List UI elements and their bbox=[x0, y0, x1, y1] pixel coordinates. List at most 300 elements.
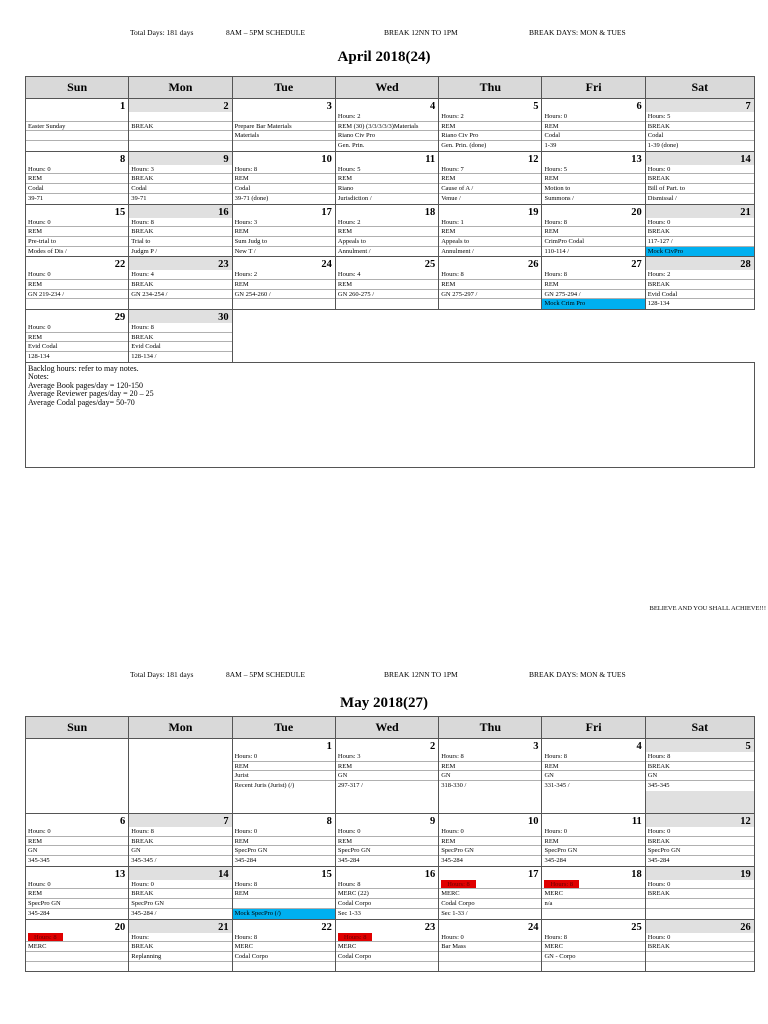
break-time: BREAK 12NN TO 1PM bbox=[384, 670, 458, 679]
task-entry: REM bbox=[26, 837, 128, 847]
task-entry: Evid Codal bbox=[646, 290, 754, 300]
hours-entry: Hours: 8 bbox=[129, 218, 231, 228]
day-cell-1 bbox=[232, 739, 335, 814]
day-cell-5 bbox=[439, 99, 542, 152]
note-line: Average Codal pages/day= 50-70 bbox=[28, 397, 135, 407]
task-entry: Bill of Part. to bbox=[646, 184, 754, 194]
day-number: 6 bbox=[120, 816, 126, 827]
day-number: 1 bbox=[326, 741, 332, 752]
task-entry: MERC bbox=[542, 889, 644, 899]
day-cell-24 bbox=[439, 919, 542, 972]
day-cell-27 bbox=[542, 257, 645, 310]
blank-day-cell bbox=[129, 739, 232, 814]
task-entry: BREAK bbox=[646, 837, 754, 847]
break-time: BREAK 12NN TO 1PM bbox=[384, 28, 458, 37]
task-entry: SpecPro GN bbox=[439, 846, 541, 856]
hours-entry: Hours: 0 bbox=[26, 323, 128, 333]
task-entry: 345-284 bbox=[646, 856, 754, 866]
task-entry: Motion to bbox=[542, 184, 644, 194]
hours-entry bbox=[129, 112, 231, 122]
day-cell-17 bbox=[439, 866, 542, 919]
task-entry: Mock Crim Pro bbox=[542, 299, 644, 309]
task-entry: Jurisdiction / bbox=[336, 194, 438, 204]
note-line: Backlog hours: refer to may notes. bbox=[28, 363, 139, 373]
day-number: 28 bbox=[740, 259, 751, 271]
task-entry: GN bbox=[439, 771, 541, 781]
task-entry: REM bbox=[542, 174, 644, 184]
task-entry bbox=[26, 131, 128, 141]
task-entry: Riano Civ Pro bbox=[336, 131, 438, 141]
hours-entry: Hours: 0 bbox=[26, 270, 128, 280]
task-entry: REM bbox=[439, 227, 541, 237]
hours-entry: Hours: 3 bbox=[336, 752, 438, 762]
task-entry: Codal bbox=[542, 131, 644, 141]
task-entry bbox=[233, 299, 335, 309]
task-entry: 117-127 / bbox=[646, 237, 754, 247]
schedule: 8AM – 5PM SCHEDULE bbox=[226, 28, 305, 37]
day-cell-18 bbox=[335, 204, 438, 257]
day-number: 25 bbox=[424, 259, 436, 271]
day-cell-14 bbox=[645, 151, 754, 204]
hours-entry: Hours: 0 bbox=[646, 880, 754, 890]
task-entry: Prepare Bar Materials bbox=[233, 122, 335, 132]
hours-entry: Hours: 8 bbox=[233, 933, 335, 943]
empty-cell bbox=[645, 310, 754, 363]
task-entry: REM bbox=[26, 174, 128, 184]
day-number: 12 bbox=[527, 153, 539, 165]
task-entry: SpecPro GN bbox=[542, 846, 644, 856]
week-row bbox=[26, 151, 755, 204]
hours-entry: Hours: 8 bbox=[439, 752, 541, 762]
blank-day-cell bbox=[26, 739, 129, 814]
task-entry bbox=[26, 141, 128, 151]
hours-flag: Hours: 8 bbox=[338, 933, 373, 943]
day-cell-16 bbox=[129, 204, 232, 257]
day-cell-8 bbox=[26, 151, 129, 204]
task-entry: 1-39 (done) bbox=[646, 141, 754, 151]
day-cell-2 bbox=[129, 99, 232, 152]
day-cell-19 bbox=[439, 204, 542, 257]
task-entry: BREAK bbox=[646, 762, 754, 772]
task-entry: MERC bbox=[542, 942, 644, 952]
hours-entry: Hours: 0 bbox=[439, 933, 541, 943]
task-entry: 345-284 bbox=[336, 856, 438, 866]
task-entry: REM bbox=[26, 333, 128, 343]
empty-cell bbox=[542, 310, 645, 363]
task-entry: GN bbox=[336, 771, 438, 781]
task-entry: GN 254-260 / bbox=[233, 290, 335, 300]
day-cell-21 bbox=[645, 204, 754, 257]
day-number: 23 bbox=[218, 259, 229, 271]
day-cell-23 bbox=[335, 919, 438, 972]
task-entry: 110-114 / bbox=[542, 247, 644, 257]
day-cell-26 bbox=[439, 257, 542, 310]
task-entry: SpecPro GN bbox=[26, 899, 128, 909]
task-entry bbox=[129, 299, 231, 309]
day-cell-23 bbox=[129, 257, 232, 310]
task-entry bbox=[542, 909, 644, 919]
hours-entry: Hours: 0 bbox=[646, 165, 754, 175]
day-header-sat: Sat bbox=[645, 77, 754, 99]
hours-entry: Hours: 0 bbox=[26, 880, 128, 890]
task-entry: BREAK bbox=[129, 889, 231, 899]
task-entry: Sec 1-33 / bbox=[439, 909, 541, 919]
day-number: 11 bbox=[631, 816, 642, 827]
task-entry: REM bbox=[439, 762, 541, 772]
task-entry: BREAK bbox=[129, 280, 231, 290]
task-entry: 345-284 bbox=[26, 909, 128, 919]
day-number: 3 bbox=[326, 101, 332, 112]
day-cell-24 bbox=[232, 257, 335, 310]
break-days: BREAK DAYS: MON & TUES bbox=[529, 670, 626, 679]
task-entry: New T / bbox=[233, 247, 335, 257]
hours-entry: Hours: 8 bbox=[542, 752, 644, 762]
day-cell-21 bbox=[129, 919, 232, 972]
task-entry: MERC bbox=[336, 942, 438, 952]
task-entry: Summons / bbox=[542, 194, 644, 204]
day-number: 26 bbox=[527, 259, 539, 271]
day-cell-2 bbox=[335, 739, 438, 814]
hours-entry: Hours: 0 bbox=[233, 827, 335, 837]
hours-entry: Hours: 8 bbox=[336, 880, 438, 890]
task-entry bbox=[233, 141, 335, 151]
task-entry: REM bbox=[439, 174, 541, 184]
day-number: 23 bbox=[424, 921, 436, 933]
task-entry: 297-317 / bbox=[336, 781, 438, 791]
motto: BELIEVE AND YOU SHALL ACHIEVE!!! bbox=[649, 605, 766, 612]
task-entry: SpecPro GN bbox=[129, 899, 231, 909]
hours-entry: Hours: 0 bbox=[646, 933, 754, 943]
task-entry: 345-284 bbox=[233, 856, 335, 866]
day-number: 1 bbox=[120, 101, 126, 112]
task-entry: Modes of Dis / bbox=[26, 247, 128, 257]
hours-flag: Hours: 8 bbox=[441, 880, 476, 890]
day-header-mon: Mon bbox=[129, 717, 232, 739]
task-entry: REM bbox=[26, 227, 128, 237]
task-entry: GN bbox=[646, 771, 754, 781]
task-entry: Codal bbox=[26, 184, 128, 194]
day-number: 18 bbox=[424, 206, 436, 218]
month-title: April 2018(24) bbox=[337, 49, 431, 65]
day-number: 6 bbox=[636, 101, 642, 112]
task-entry: REM bbox=[542, 762, 644, 772]
hours-entry: Hours: 8 bbox=[646, 752, 754, 762]
empty-cell bbox=[335, 310, 438, 363]
task-entry: 345-345 bbox=[26, 856, 128, 866]
task-entry: REM bbox=[233, 889, 335, 899]
day-number: 18 bbox=[631, 868, 642, 880]
day-number: 12 bbox=[740, 816, 751, 827]
day-number: 14 bbox=[218, 868, 229, 880]
hours-entry: Hours: 0 bbox=[646, 218, 754, 228]
task-entry: REM (30) (3/3/3/3/3)Materials bbox=[336, 122, 438, 132]
week-row bbox=[26, 204, 755, 257]
task-entry bbox=[646, 962, 754, 972]
week-row bbox=[26, 739, 755, 814]
task-entry: 128-134 bbox=[646, 299, 754, 309]
hours-entry: Hours: 2 bbox=[233, 270, 335, 280]
hours-entry bbox=[439, 880, 541, 890]
task-entry: Mock SpecPro (/) bbox=[233, 909, 335, 919]
day-number: 4 bbox=[429, 101, 436, 112]
task-entry: Trial to bbox=[129, 237, 231, 247]
task-entry: GN bbox=[129, 846, 231, 856]
day-cell-9 bbox=[129, 151, 232, 204]
day-header-sun: Sun bbox=[26, 77, 129, 99]
task-entry: Appeals to bbox=[439, 237, 541, 247]
task-entry: Gen. Prin. bbox=[336, 141, 438, 151]
day-cell-22 bbox=[26, 257, 129, 310]
page-header bbox=[0, 668, 768, 682]
task-entry: Cause of A / bbox=[439, 184, 541, 194]
task-entry: Codal Corpo bbox=[336, 952, 438, 962]
task-entry: BREAK bbox=[129, 122, 231, 132]
note-line: Notes: bbox=[28, 372, 49, 382]
task-entry: REM bbox=[233, 762, 335, 772]
day-number: 20 bbox=[631, 206, 642, 218]
day-number: 24 bbox=[527, 921, 539, 933]
task-entry: Sec 1-33 bbox=[336, 909, 438, 919]
day-header-fri: Fri bbox=[542, 717, 645, 739]
calendar-may bbox=[25, 716, 755, 972]
day-header-mon: Mon bbox=[129, 77, 232, 99]
day-number: 10 bbox=[527, 816, 539, 827]
day-cell-11 bbox=[542, 814, 645, 867]
day-number: 25 bbox=[631, 921, 642, 933]
day-header-thu: Thu bbox=[439, 717, 542, 739]
task-entry bbox=[439, 299, 541, 309]
task-entry: BREAK bbox=[129, 174, 231, 184]
task-entry bbox=[26, 952, 128, 962]
day-number: 7 bbox=[745, 101, 751, 112]
day-number: 30 bbox=[218, 312, 229, 323]
day-header-fri: Fri bbox=[542, 77, 645, 99]
total-days: Total Days: 181 days bbox=[130, 670, 194, 679]
task-entry: GN bbox=[542, 771, 644, 781]
task-entry: BREAK bbox=[129, 837, 231, 847]
calendar-april bbox=[25, 76, 755, 468]
day-cell-8 bbox=[232, 814, 335, 867]
task-entry: Evid Codal bbox=[129, 342, 231, 352]
day-cell-6 bbox=[542, 99, 645, 152]
hours-entry: Hours: 8 bbox=[542, 218, 644, 228]
task-entry: GN 234-254 / bbox=[129, 290, 231, 300]
hours-entry: Hours: 8 bbox=[129, 827, 231, 837]
task-entry bbox=[336, 299, 438, 309]
task-entry: BREAK bbox=[646, 227, 754, 237]
task-entry bbox=[439, 962, 541, 972]
task-entry: MERC (22) bbox=[336, 889, 438, 899]
day-number: 9 bbox=[429, 816, 436, 827]
task-entry: BREAK bbox=[129, 333, 231, 343]
task-entry: 128-134 bbox=[26, 352, 128, 362]
hours-entry: Hours: 0 bbox=[646, 827, 754, 837]
day-header-tue: Tue bbox=[232, 717, 335, 739]
task-entry: SpecPro GN bbox=[336, 846, 438, 856]
day-number: 17 bbox=[527, 868, 539, 880]
day-cell-12 bbox=[439, 151, 542, 204]
task-entry: GN bbox=[26, 846, 128, 856]
day-cell-3 bbox=[232, 99, 335, 152]
task-entry: Annulment / bbox=[336, 247, 438, 257]
day-cell-4 bbox=[542, 739, 645, 814]
task-entry bbox=[129, 141, 231, 151]
task-entry: MERC bbox=[439, 889, 541, 899]
task-entry: REM bbox=[542, 227, 644, 237]
task-entry: 128-134 / bbox=[129, 352, 231, 362]
day-header-thu: Thu bbox=[439, 77, 542, 99]
task-entry bbox=[336, 962, 438, 972]
page-header bbox=[0, 26, 768, 40]
task-entry: Gen. Prin. (done) bbox=[439, 141, 541, 151]
task-entry: REM bbox=[233, 227, 335, 237]
hours-entry bbox=[26, 933, 128, 943]
task-entry: Riano bbox=[336, 184, 438, 194]
task-entry: BREAK bbox=[129, 942, 231, 952]
task-entry: REM bbox=[26, 889, 128, 899]
day-cell-18 bbox=[542, 866, 645, 919]
hours-entry: Hours: 0 bbox=[233, 752, 335, 762]
hours-entry: Hours: bbox=[129, 933, 231, 943]
task-entry: Appeals to bbox=[336, 237, 438, 247]
task-entry: REM bbox=[26, 280, 128, 290]
task-entry: Dismissal / bbox=[646, 194, 754, 204]
day-cell-10 bbox=[439, 814, 542, 867]
week-row bbox=[26, 310, 755, 363]
day-number: 15 bbox=[321, 868, 332, 880]
hours-flag: Hours: 8 bbox=[544, 880, 579, 890]
day-cell-15 bbox=[26, 204, 129, 257]
day-cell-30 bbox=[129, 310, 232, 363]
task-entry: REM bbox=[233, 280, 335, 290]
month-title: May 2018(27) bbox=[340, 695, 428, 711]
day-cell-3 bbox=[439, 739, 542, 814]
empty-cell bbox=[232, 310, 335, 363]
day-cell-17 bbox=[232, 204, 335, 257]
task-entry bbox=[233, 899, 335, 909]
week-row bbox=[26, 257, 755, 310]
task-entry: 345-345 / bbox=[129, 856, 231, 866]
task-entry: Codal bbox=[129, 184, 231, 194]
task-entry: Sum Judg to bbox=[233, 237, 335, 247]
task-entry: REM bbox=[542, 837, 644, 847]
hours-entry bbox=[542, 880, 644, 890]
task-entry: 345-284 bbox=[439, 856, 541, 866]
day-number: 14 bbox=[740, 153, 751, 165]
day-cell-20 bbox=[26, 919, 129, 972]
hours-entry: Hours: 0 bbox=[129, 880, 231, 890]
task-entry: REM bbox=[336, 174, 438, 184]
task-entry bbox=[542, 962, 644, 972]
task-entry: Evid Codal bbox=[26, 342, 128, 352]
hours-entry bbox=[336, 933, 438, 943]
task-entry: REM bbox=[336, 762, 438, 772]
task-entry: Pre-trial to bbox=[26, 237, 128, 247]
hours-entry: Hours: 8 bbox=[542, 933, 644, 943]
day-cell-5 bbox=[645, 739, 754, 814]
day-number: 19 bbox=[527, 206, 539, 218]
day-number: 4 bbox=[636, 741, 642, 752]
task-entry: 318-330 / bbox=[439, 781, 541, 791]
week-row bbox=[26, 814, 755, 867]
task-entry: Judgm P / bbox=[129, 247, 231, 257]
day-number: 8 bbox=[326, 816, 332, 827]
day-number: 10 bbox=[321, 153, 332, 165]
day-header-wed: Wed bbox=[335, 77, 438, 99]
hours-entry: Hours: 0 bbox=[26, 827, 128, 837]
day-number: 22 bbox=[114, 259, 126, 271]
day-number: 21 bbox=[218, 921, 229, 933]
day-number: 19 bbox=[740, 868, 751, 880]
day-cell-28 bbox=[645, 257, 754, 310]
hours-entry: Hours: 3 bbox=[129, 165, 231, 175]
break-days: BREAK DAYS: MON & TUES bbox=[529, 28, 626, 37]
hours-entry: Hours: 0 bbox=[336, 827, 438, 837]
task-entry: GN 275-294 / bbox=[542, 290, 644, 300]
task-entry: MERC bbox=[233, 942, 335, 952]
hours-entry: Hours: 7 bbox=[439, 165, 541, 175]
day-cell-20 bbox=[542, 204, 645, 257]
task-entry: 331-345 / bbox=[542, 781, 644, 791]
day-number: 15 bbox=[114, 206, 126, 218]
task-entry: SpecPro GN bbox=[233, 846, 335, 856]
day-number: 24 bbox=[321, 259, 332, 271]
hours-entry: Hours: 2 bbox=[336, 218, 438, 228]
task-entry: BREAK bbox=[646, 942, 754, 952]
day-cell-6 bbox=[26, 814, 129, 867]
day-number: 21 bbox=[740, 206, 751, 218]
hours-entry: Hours: 5 bbox=[646, 112, 754, 122]
day-header-wed: Wed bbox=[335, 717, 438, 739]
total-days: Total Days: 181 days bbox=[130, 28, 194, 37]
day-number: 11 bbox=[425, 153, 436, 165]
task-entry bbox=[439, 952, 541, 962]
task-entry: Recent Juris (Jurist) (/) bbox=[233, 781, 335, 791]
task-entry: REM bbox=[439, 122, 541, 132]
task-entry: REM bbox=[233, 837, 335, 847]
task-entry: REM bbox=[439, 837, 541, 847]
task-entry: Codal Corpo bbox=[439, 899, 541, 909]
hours-entry: Hours: 8 bbox=[233, 880, 335, 890]
hours-entry: Hours: 2 bbox=[439, 112, 541, 122]
day-cell-14 bbox=[129, 866, 232, 919]
day-number: 5 bbox=[533, 101, 539, 112]
day-cell-13 bbox=[542, 151, 645, 204]
task-entry bbox=[26, 962, 128, 972]
day-number: 2 bbox=[223, 101, 229, 112]
task-entry: 39-71 bbox=[129, 194, 231, 204]
hours-entry: Hours: 0 bbox=[26, 165, 128, 175]
day-number: 29 bbox=[114, 312, 126, 323]
hours-entry: Hours: 8 bbox=[233, 165, 335, 175]
task-entry: BREAK bbox=[129, 227, 231, 237]
day-cell-1 bbox=[26, 99, 129, 152]
task-entry bbox=[646, 899, 754, 909]
hours-entry: Hours: 8 bbox=[439, 270, 541, 280]
hours-entry: Hours: 3 bbox=[233, 218, 335, 228]
day-cell-7 bbox=[645, 99, 754, 152]
note-line: Average Book pages/day = 120-150 bbox=[28, 380, 143, 390]
day-number: 5 bbox=[745, 741, 751, 752]
task-entry: REM bbox=[542, 280, 644, 290]
task-entry: n/a bbox=[542, 899, 644, 909]
task-entry: Replanning bbox=[129, 952, 231, 962]
task-entry: GN 260-275 / bbox=[336, 290, 438, 300]
day-number: 3 bbox=[533, 741, 539, 752]
day-number: 8 bbox=[120, 153, 126, 165]
task-entry: Materials bbox=[233, 131, 335, 141]
task-entry: BREAK bbox=[646, 889, 754, 899]
